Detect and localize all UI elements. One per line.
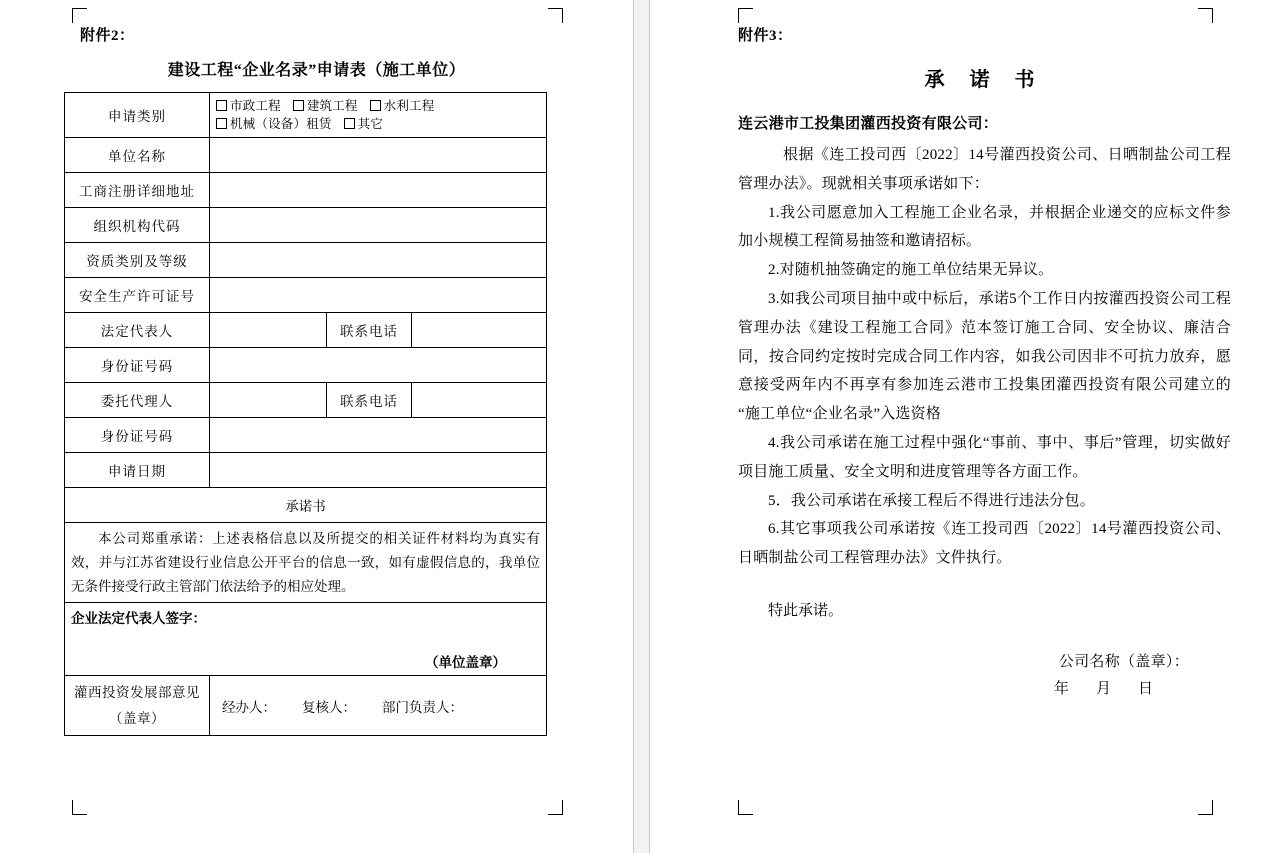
apply-type-options-cell[interactable] xyxy=(210,93,547,138)
checkbox-item-building[interactable] xyxy=(293,99,358,113)
commitment-paragraph-4: 4.我公司承诺在施工过程中强化“事前、事中、事后”管理，切实做好项目施工质量、安全文明和进度管理等各方面工作。 xyxy=(738,434,1231,480)
checkbox-icon[interactable] xyxy=(216,118,227,129)
agent-field[interactable] xyxy=(210,383,327,418)
apply-type-options-row-2 xyxy=(216,115,540,133)
left-page-title: 建设工程“企业名录”申请表（施工单位） xyxy=(167,62,466,79)
agent-phone-label: 联系电话 xyxy=(327,383,412,418)
checkbox-icon[interactable] xyxy=(216,100,227,111)
left-page-sheet xyxy=(0,0,634,853)
agent-phone-field[interactable] xyxy=(412,383,547,418)
checkbox-icon[interactable] xyxy=(370,100,381,111)
commitment-addressee: 连云港市工投集团灌西投资有限公司： xyxy=(738,116,999,132)
promise-text: 本公司郑重承诺：上述表格信息以及所提交的相关证件材料均为真实有效，并与江苏省建设行业信息公开平台的信息一致，如有虚假信息的，我单位无条件接受行政主管部门依法给予的相应处理。 xyxy=(71,531,541,594)
legal-rep-label: 法定代表人 xyxy=(65,313,210,348)
table-row-opinion xyxy=(65,676,547,736)
table-row-legal-representative xyxy=(65,313,547,348)
page-gutter xyxy=(634,0,649,853)
checkbox-item-municipal[interactable] xyxy=(216,99,281,113)
table-row-unit-name xyxy=(65,138,547,173)
checkbox-label-municipal: 市政工程 xyxy=(230,99,281,113)
table-row-qualification xyxy=(65,243,547,278)
signature-cell[interactable] xyxy=(65,603,547,676)
table-row-legal-id xyxy=(65,348,547,383)
left-page-body xyxy=(64,24,569,736)
safety-license-field[interactable] xyxy=(210,278,547,313)
right-page-body xyxy=(738,24,1231,698)
legal-id-label: 身份证号码 xyxy=(65,348,210,383)
date-line: 年 月 日 xyxy=(1053,680,1159,697)
legal-rep-field[interactable] xyxy=(210,313,327,348)
opinion-signers-row xyxy=(216,696,540,716)
checkbox-item-machinery-lease[interactable] xyxy=(216,117,332,131)
crop-mark-bottom-left xyxy=(72,800,87,815)
promise-heading: 承诺书 xyxy=(65,488,547,523)
commitment-paragraph-1: 1.我公司愿意加入工程施工企业名录，并根据企业递交的应标文件参加小规模工程简易抽签和邀请招标。 xyxy=(738,204,1231,250)
opinion-fields-cell[interactable] xyxy=(210,676,547,736)
commitment-paragraphs xyxy=(738,141,1231,573)
attachment-label-2: 附件2： xyxy=(80,28,135,44)
org-code-label: 组织机构代码 xyxy=(65,208,210,243)
signature-label: 企业法定代表人签字： xyxy=(71,611,206,627)
seal-note: （单位盖章） xyxy=(425,655,507,671)
crop-mark-bottom-right xyxy=(1198,800,1213,815)
table-row-org-code xyxy=(65,208,547,243)
org-code-field[interactable] xyxy=(210,208,547,243)
commitment-closing: 特此承诺。 xyxy=(768,602,844,619)
commitment-paragraph-3: 3.如我公司项目抽中或中标后，承诺5个工作日内按灌西投资公司工程管理办法《建设工程施工合同》范本签订施工合同、安全协议、廉洁合同，按合同约定按时完成合同工作内容，如我公司因非不可抗力放弃，愿意接受两年内不再享有参加连云港市工投集团灌西投资有限公司建立的“施工单位“企业名录”入选资格 xyxy=(738,290,1231,423)
table-row-register-address xyxy=(65,173,547,208)
attachment-label-3: 附件3： xyxy=(738,28,793,44)
register-address-label: 工商注册详细地址 xyxy=(65,173,210,208)
handler-label: 经办人： xyxy=(222,699,276,715)
commitment-paragraph-5: 5．我公司承诺在承接工程后不得进行违法分包。 xyxy=(768,492,1095,509)
company-seal-line: 公司名称（盖章）： xyxy=(1058,653,1189,670)
qualification-field[interactable] xyxy=(210,243,547,278)
table-row-agent-id xyxy=(65,418,547,453)
unit-name-label: 单位名称 xyxy=(65,138,210,173)
enterprise-application-form xyxy=(64,92,547,736)
table-row-apply-type xyxy=(65,93,547,138)
crop-mark-bottom-right xyxy=(548,800,563,815)
promise-text-cell xyxy=(65,523,547,603)
checkbox-icon[interactable] xyxy=(344,118,355,129)
apply-date-field[interactable] xyxy=(210,453,547,488)
legal-phone-field[interactable] xyxy=(412,313,547,348)
crop-mark-bottom-left xyxy=(738,800,753,815)
legal-phone-label: 联系电话 xyxy=(327,313,412,348)
apply-date-label: 申请日期 xyxy=(65,453,210,488)
table-row-signature xyxy=(65,603,547,676)
table-row-apply-date xyxy=(65,453,547,488)
commitment-paragraph-0: 根据《连工投司西〔2022〕14号灌西投资公司、日晒制盐公司工程管理办法》。现就相关事项承诺如下： xyxy=(738,147,1231,192)
table-row-promise-heading xyxy=(65,488,547,523)
commitment-paragraph-2: 2.对随机抽签确定的施工单位结果无异议。 xyxy=(768,262,1054,279)
checkbox-label-other: 其它 xyxy=(357,117,384,132)
right-page-sheet xyxy=(649,0,1283,853)
commitment-title: 承 诺 书 xyxy=(924,69,1045,91)
crop-mark-top-left xyxy=(72,8,87,23)
checkbox-item-other[interactable] xyxy=(344,117,383,131)
table-row-agent xyxy=(65,383,547,418)
checkbox-label-water: 水利工程 xyxy=(383,99,435,113)
reviewer-label: 复核人： xyxy=(302,699,356,715)
agent-id-label: 身份证号码 xyxy=(65,418,210,453)
commitment-paragraph-6: 6.其它事项我公司承诺按《连工投司西〔2022〕14号灌西投资公司、日晒制盐公司工程管理办法》文件执行。 xyxy=(738,521,1231,567)
checkbox-item-water[interactable] xyxy=(370,99,435,113)
qualification-label: 资质类别及等级 xyxy=(65,243,210,278)
legal-id-field[interactable] xyxy=(210,348,547,383)
crop-mark-top-left xyxy=(738,8,753,23)
unit-name-field[interactable] xyxy=(210,138,547,173)
opinion-label: 灌西投资发展部意见（盖章） xyxy=(65,676,210,736)
checkbox-icon[interactable] xyxy=(293,100,304,111)
crop-mark-top-right xyxy=(1198,8,1213,23)
checkbox-label-machinery-lease: 机械（设备）租赁 xyxy=(230,117,332,132)
register-address-field[interactable] xyxy=(210,173,547,208)
crop-mark-top-right xyxy=(548,8,563,23)
apply-type-label: 申请类别 xyxy=(65,93,210,138)
safety-license-label: 安全生产许可证号 xyxy=(65,278,210,313)
department-head-label: 部门负责人： xyxy=(382,699,463,715)
commitment-sign-block xyxy=(738,650,1231,698)
table-row-safety-license xyxy=(65,278,547,313)
apply-type-options-row-1 xyxy=(216,97,540,115)
table-row-promise-text xyxy=(65,523,547,603)
agent-id-field[interactable] xyxy=(210,418,547,453)
checkbox-label-building: 建筑工程 xyxy=(306,99,358,113)
agent-label: 委托代理人 xyxy=(65,383,210,418)
